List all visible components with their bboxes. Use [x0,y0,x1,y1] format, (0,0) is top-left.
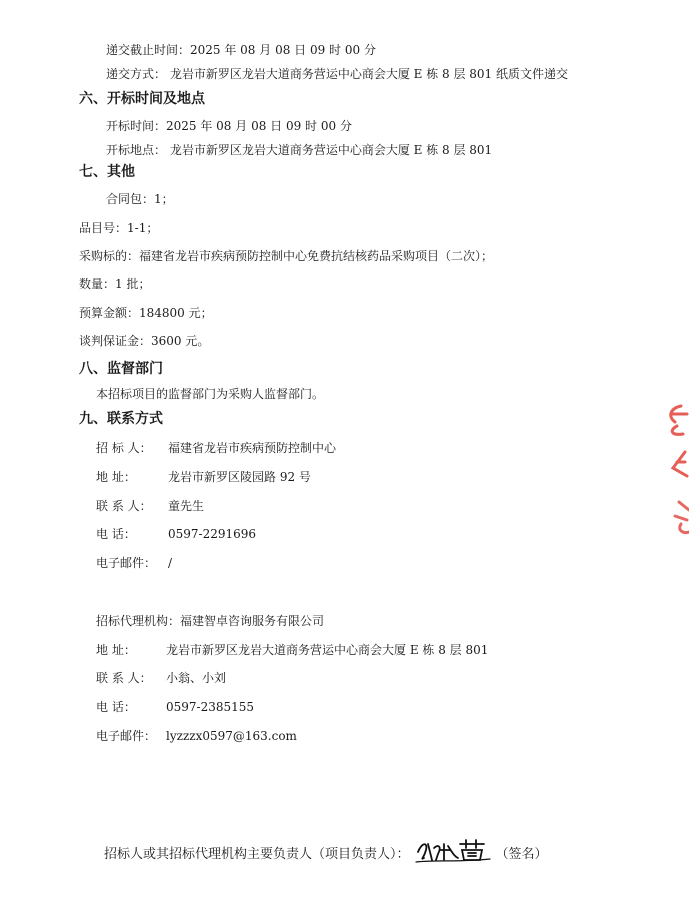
tenderer-email-label: 电子邮件： [96,556,157,570]
agency-phone: 0597-2385155 [166,700,255,714]
supervision-text: 本招标项目的监督部门为采购人监督部门。 [96,387,325,401]
procurement-target: 采购标的：福建省龙岩市疾病预防控制中心免费抗结核药品采购项目（二次）； [79,249,494,263]
section-6-heading: 六、开标时间及地点 [79,91,205,107]
negotiation-deposit: 谈判保证金：3600 元。 [79,334,210,348]
tenderer-phone: 0597-2291696 [168,527,257,541]
contract-package: 合同包：1； [106,192,174,206]
agency-contact-label: 联 系 人： [96,671,152,685]
agency-name: 招标代理机构：福建智卓咨询服务有限公司 [96,614,325,628]
quantity: 数量：1 批； [79,277,151,291]
tenderer-address-label: 地 址： [96,470,136,484]
submission-method: 递交方式： 龙岩市新罗区龙岩大道商务营运中心商会大厦 E 栋 8 层 801 纸质文件递交 [106,67,569,81]
agency-phone-label: 电 话： [96,700,136,714]
agency-phone-row [96,699,254,715]
section-8-heading: 八、监督部门 [79,361,163,377]
agency-email-label: 电子邮件： [96,729,157,743]
tenderer-address-row [96,469,311,485]
tenderer-phone-label: 电 话： [96,527,136,541]
submission-deadline: 递交截止时间：2025 年 08 月 08 日 09 时 00 分 [106,43,376,57]
handwritten-signature [414,838,492,871]
agency-address: 龙岩市新罗区龙岩大道商务营运中心商会大厦 E 栋 8 层 801 [166,643,489,657]
bid-opening-time: 开标时间：2025 年 08 月 08 日 09 时 00 分 [106,119,352,133]
section-9-heading: 九、联系方式 [79,411,163,427]
agency-contact-row [96,670,226,686]
tenderer-name: 福建省龙岩市疾病预防控制中心 [168,441,337,455]
agency-address-row [96,642,488,658]
signature-prefix: 招标人或其招标代理机构主要负责人（项目负责人）： [104,847,410,862]
tenderer-contact: 童先生 [168,499,205,513]
signature-line [104,838,548,871]
tenderer-name-label: 招 标 人： [96,441,152,455]
tenderer-name-row [96,440,336,456]
tenderer-contact-label: 联 系 人： [96,499,152,513]
agency-contact: 小翁、小刘 [166,671,227,685]
agency-email-row [96,728,297,744]
tenderer-email-row [96,555,172,571]
tenderer-address: 龙岩市新罗区陵园路 92 号 [168,470,311,484]
tenderer-phone-row [96,526,256,542]
bid-opening-place: 开标地点： 龙岩市新罗区龙岩大道商务营运中心商会大厦 E 栋 8 层 801 [106,143,493,157]
agency-email: lyzzzx0597@163.com [166,729,297,743]
tenderer-email: / [168,556,173,570]
item-number: 品目号：1-1； [79,221,159,235]
signature-suffix: （签名） [495,847,548,862]
agency-address-label: 地 址： [96,643,136,657]
budget-amount: 预算金额：184800 元； [79,306,213,320]
tenderer-contact-row [96,498,204,514]
red-seal-stamp [659,392,689,562]
section-7-heading: 七、其他 [79,164,135,180]
